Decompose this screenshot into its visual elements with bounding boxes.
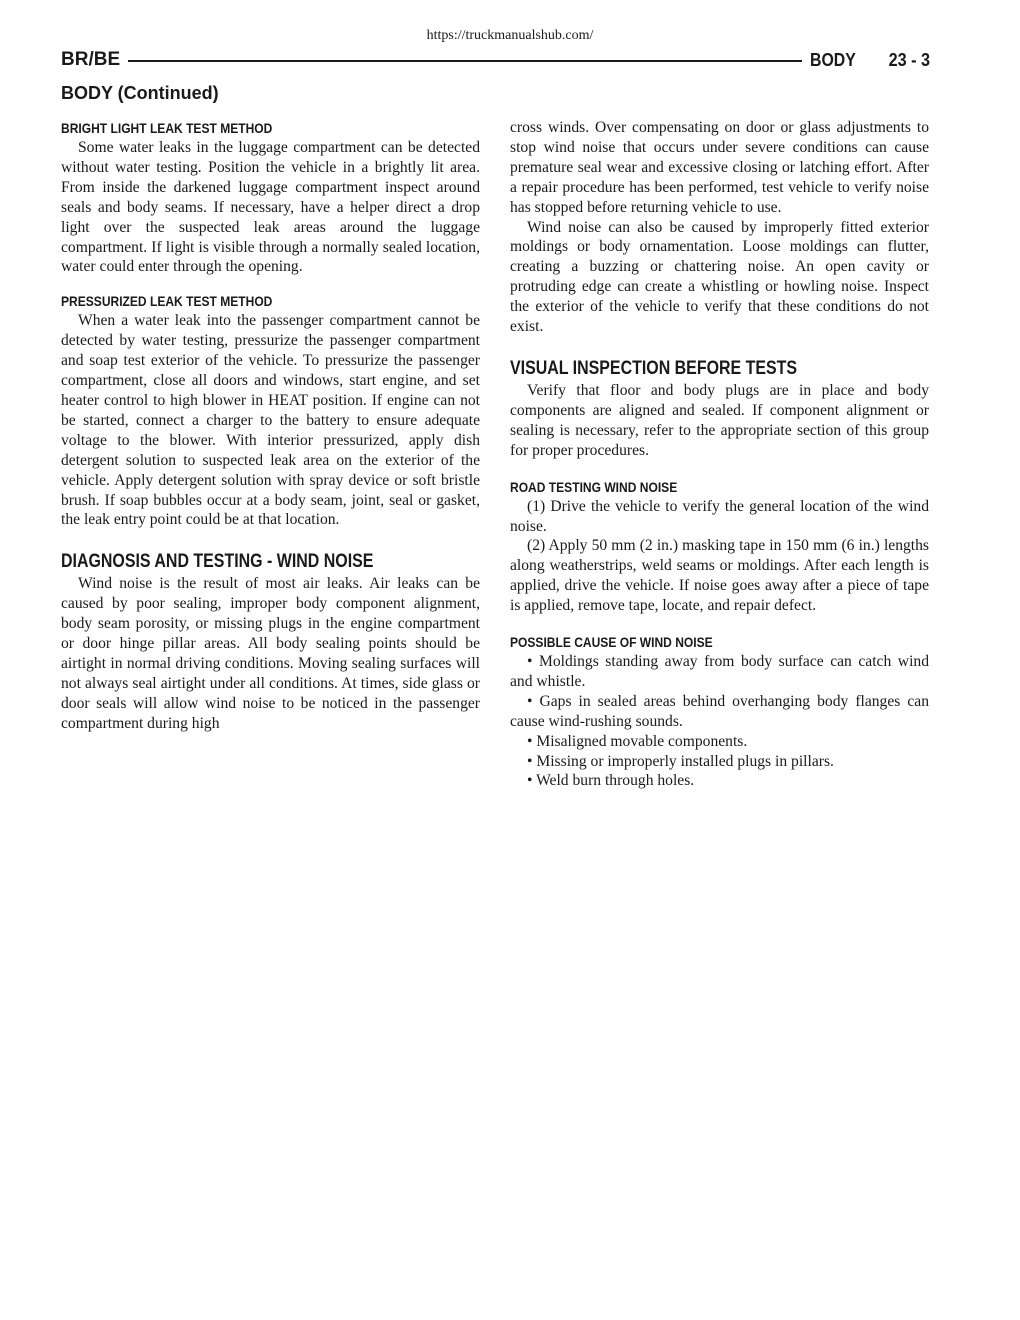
source-url[interactable]: https://truckmanualshub.com/ <box>426 28 594 43</box>
wind-noise-text: Wind noise is the result of most air leaks. Air leaks can be caused by poor sealing, improper body component alignment, body seam porosity, or missing plugs in the engine compartment or door hinge pillar areas. All body sealing points should be airtight in normal driving conditions. Moving sealing surfaces will not always seal airtight under all conditions. At times, side glass or door seals will allow wind noise to be noticed in the passenger compartment during high <box>61 575 480 732</box>
wind-noise-continued: cross winds. Over compensating on door or glass adjustments to stop wind noise that occurs under severe conditions can cause premature seal wear and excessive closing or latching effort. After a repair procedure has been performed, test vehicle to verify noise has stopped before returning vehicle to use. <box>510 119 929 216</box>
cause-item: • Missing or improperly installed plugs in pillars. <box>527 752 834 770</box>
continued-title: BODY (Continued) <box>61 83 219 103</box>
wind-noise-heading: DIAGNOSIS AND TESTING - WIND NOISE <box>61 551 374 573</box>
pressurized-text: When a water leak into the passenger compartment cannot be detected by water testing, pressurize the passenger compartment and soap test exterior of the vehicle. To pressurize the passenger compartment, close all doors and windows, start engine, and set heater control to high blower in HEAT position. If engine can not be started, connect a charger to the battery to ensure adequate voltage to the blower. With interior pressurized, apply dish detergent solution to suspected leak area on the exterior of the vehicle. Apply detergent solution with spray device or soft bristle brush. If soap bubbles occur at a body seam, joint, seal or gasket, the leak entry point could be at that location. <box>61 312 480 529</box>
header-rule <box>128 60 802 62</box>
section-name: BODY <box>809 49 856 70</box>
possible-cause-heading: POSSIBLE CAUSE OF WIND NOISE <box>510 634 713 651</box>
road-testing-step-2: (2) Apply 50 mm (2 in.) masking tape in 150 mm (6 in.) lengths along weatherstrips, weld seams or moldings. After each length is applied, drive the vehicle. If noise goes away after a piece of tape is applied, remove tape, locate, and repair defect. <box>510 537 929 615</box>
page-number: 23 - 3 <box>888 49 930 70</box>
bright-light-text: Some water leaks in the luggage compartment can be detected without water testing. Position the vehicle in a brightly lit area. From inside the darkened luggage compartment inspect around seals and body seams. If necessary, have a helper direct a drop light over the suspected leak areas around the luggage compartment. If light is visible through a normally sealed location, water could enter through the opening. <box>61 139 480 276</box>
pressurized-heading: PRESSURIZED LEAK TEST METHOD <box>61 293 273 310</box>
road-testing-heading: ROAD TESTING WIND NOISE <box>510 478 678 495</box>
road-testing-step-1: (1) Drive the vehicle to verify the general location of the wind noise. <box>510 497 929 535</box>
wind-noise-paragraph-2: Wind noise can also be caused by improperly fitted exterior moldings or body ornamentation. Loose moldings can flutter, creating a buzzing or chattering noise. An open cavity or protruding edge can create a whistling or howling noise. Inspect the exterior of the vehicle to verify that these conditions do not exist. <box>510 218 929 336</box>
visual-inspection-text: Verify that floor and body plugs are in place and body components are aligned and sealed. If component alignment or sealing is necessary, refer to the appropriate section of this group for proper procedures. <box>510 381 929 459</box>
cause-item: • Weld burn through holes. <box>527 772 695 790</box>
left-column <box>61 118 480 734</box>
cause-item: • Gaps in sealed areas behind overhanging body flanges can cause wind-rushing sounds. <box>510 692 929 730</box>
cause-item: • Moldings standing away from body surface can catch wind and whistle. <box>510 653 929 690</box>
right-column <box>510 118 929 791</box>
model-code: BR/BE <box>61 49 121 70</box>
page-header <box>61 48 930 72</box>
cause-item: • Misaligned movable components. <box>527 732 748 750</box>
bright-light-heading: BRIGHT LIGHT LEAK TEST METHOD <box>61 120 273 136</box>
visual-inspection-heading: VISUAL INSPECTION BEFORE TESTS <box>510 357 798 379</box>
